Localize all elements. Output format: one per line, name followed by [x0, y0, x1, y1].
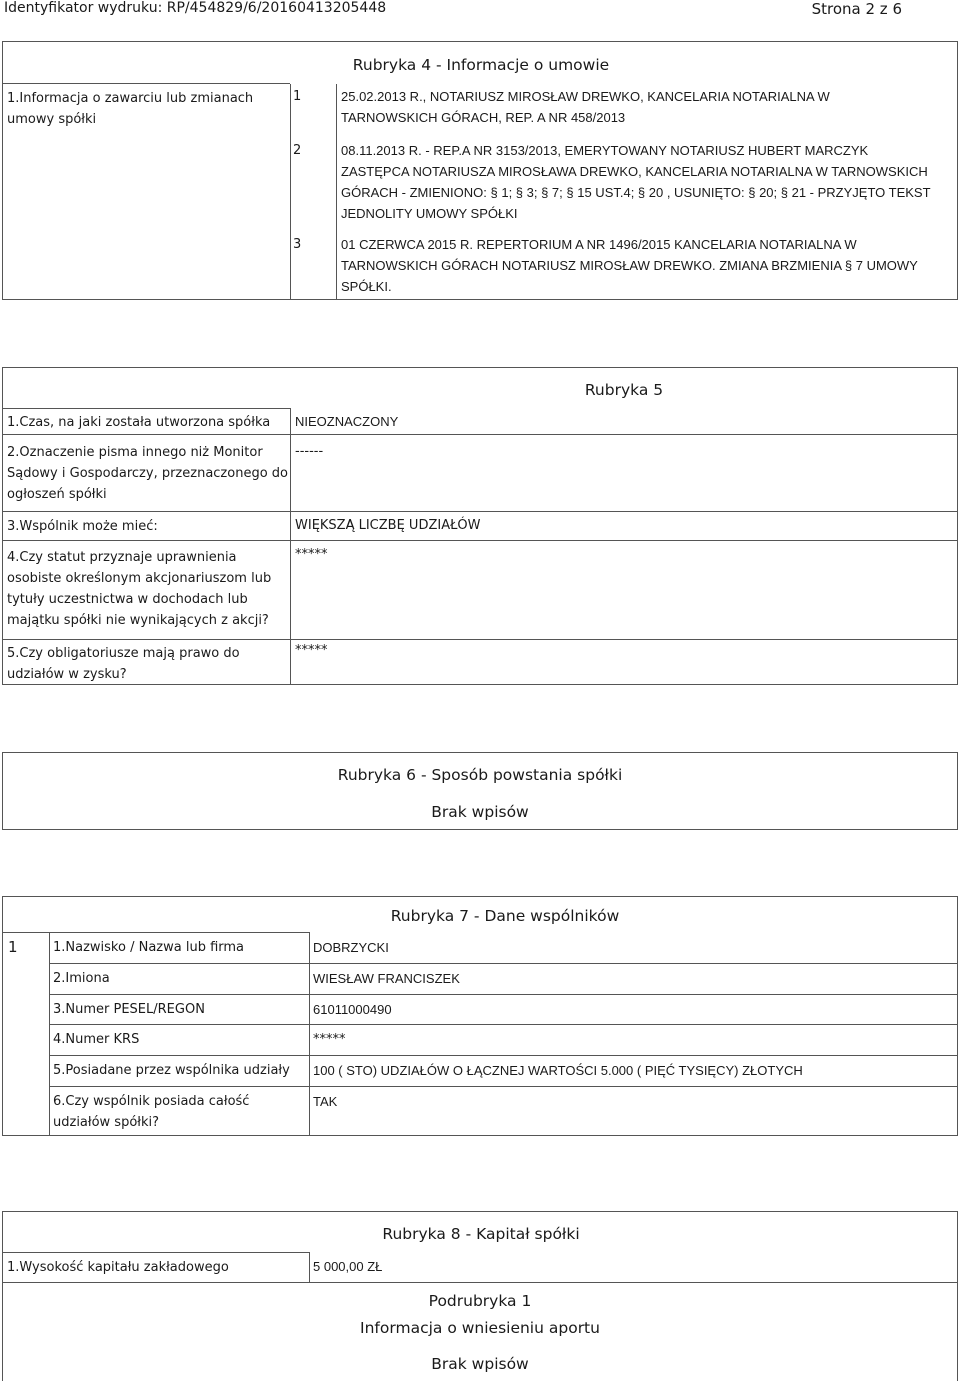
- rubryka-6-section: [2, 752, 958, 830]
- rubryka-7-title: Rubryka 7 - Dane wspólników: [390, 907, 620, 925]
- subsection-title: Podrubryka 1: [428, 1292, 532, 1310]
- partner-field-value: TAK: [313, 1094, 338, 1109]
- partner-field-value: WIESŁAW FRANCISZEK: [313, 971, 460, 986]
- rubryka-5-label: 2.Oznaczenie pisma innego niż Monitor Sądowy i Gospodarczy, przeznaczonego do ogłoszeń spółki: [7, 445, 288, 502]
- entry-text: 01 CZERWCA 2015 R. REPERTORIUM A NR 1496/2015 KANCELARIA NOTARIALNA W TARNOWSKICH GÓRACH NOTARIUSZ MIROSŁAW DREWKO. ZMIANA BRZMIENIA § 7 UMOWY SPÓŁKI.: [341, 237, 918, 294]
- rubryka-5-label: 3.Wspólnik może mieć:: [7, 519, 158, 534]
- entry-number: 1: [293, 89, 302, 104]
- rubryka-5-value: WIĘKSZĄ LICZBĘ UDZIAŁÓW: [295, 518, 481, 533]
- entry-text: 25.02.2013 R., NOTARIUSZ MIROSŁAW DREWKO, KANCELARIA NOTARIALNA W TARNOWSKICH GÓRACH, REP. A NR 458/2013: [341, 89, 830, 125]
- rubryka-5-value: *****: [295, 547, 328, 562]
- rubryka-5-value: ------: [295, 444, 324, 459]
- contract-info-label: 1.Informacja o zawarciu lub zmianach umowy spółki: [7, 91, 254, 127]
- rubryka-5-value: *****: [295, 643, 328, 658]
- partner-number: 1: [8, 938, 18, 956]
- rubryka-4-section: [2, 41, 958, 300]
- capital-value: 5 000,00 ZŁ: [313, 1259, 383, 1274]
- capital-label: 1.Wysokość kapitału zakładowego: [7, 1260, 229, 1275]
- rubryka-6-title: Rubryka 6 - Sposób powstania spółki: [337, 766, 623, 784]
- partner-field-label: 5.Posiadane przez wspólnika udziały: [53, 1063, 290, 1078]
- partner-field-label: 4.Numer KRS: [53, 1032, 140, 1047]
- rubryka-8-empty: Brak wpisów: [431, 1355, 529, 1373]
- rubryka-5-value: NIEOZNACZONY: [295, 414, 399, 429]
- partner-field-label: 6.Czy wspólnik posiada całość udziałów spółki?: [53, 1094, 250, 1130]
- page-number: Strona 2 z 6: [811, 0, 902, 18]
- subsection-subtitle: Informacja o wniesieniu aportu: [360, 1319, 600, 1337]
- rubryka-5-title: Rubryka 5: [584, 381, 664, 399]
- partner-field-value: DOBRZYCKI: [313, 940, 389, 955]
- partner-field-label: 1.Nazwisko / Nazwa lub firma: [53, 940, 245, 955]
- print-identifier: Identyfikator wydruku: RP/454829/6/20160413205448: [4, 0, 387, 16]
- rubryka-4-title: Rubryka 4 - Informacje o umowie: [352, 56, 610, 74]
- entry-text: 08.11.2013 R. - REP.A NR 3153/2013, EMERYTOWANY NOTARIUSZ HUBERT MARCZYK ZASTĘPCA NOTARIUSZA MIROSŁAWA DREWKO, KANCELARIA NOTARIALNA W TARNOWSKICH GÓRACH - ZMIENIONO: § 1; § 3; § 7; § 15 UST.4; § 20 , USUNIĘTO: § 20; § 21 - PRZYJĘTO TEKST JEDNOLITY UMOWY SPÓŁKI: [341, 143, 931, 221]
- rubryka-5-label: 5.Czy obligatoriusze mają prawo do udziałów w zysku?: [7, 646, 240, 682]
- rubryka-7-section: [2, 896, 958, 1136]
- partner-field-label: 2.Imiona: [53, 971, 110, 986]
- partner-field-value: 61011000490: [313, 1002, 392, 1017]
- entry-number: 3: [293, 237, 302, 252]
- rubryka-8-section: [2, 1211, 958, 1381]
- entry-number: 2: [293, 143, 302, 158]
- rubryka-6-empty: Brak wpisów: [431, 803, 529, 821]
- rubryka-5-label: 1.Czas, na jaki została utworzona spółka: [7, 415, 271, 430]
- partner-field-value: 100 ( STO) UDZIAŁÓW O ŁĄCZNEJ WARTOŚCI 5.000 ( PIĘĆ TYSIĘCY) ZŁOTYCH: [313, 1063, 803, 1078]
- rubryka-8-title: Rubryka 8 - Kapitał spółki: [382, 1225, 580, 1243]
- partner-field-label: 3.Numer PESEL/REGON: [53, 1002, 205, 1017]
- partner-field-value: *****: [313, 1032, 346, 1047]
- rubryka-5-section: [2, 367, 958, 685]
- rubryka-5-label: 4.Czy statut przyznaje uprawnienia osobiste określonym akcjonariuszom lub tytuły uczestnictwa w dochodach lub majątku spółki nie wynikających z akcji?: [7, 550, 272, 628]
